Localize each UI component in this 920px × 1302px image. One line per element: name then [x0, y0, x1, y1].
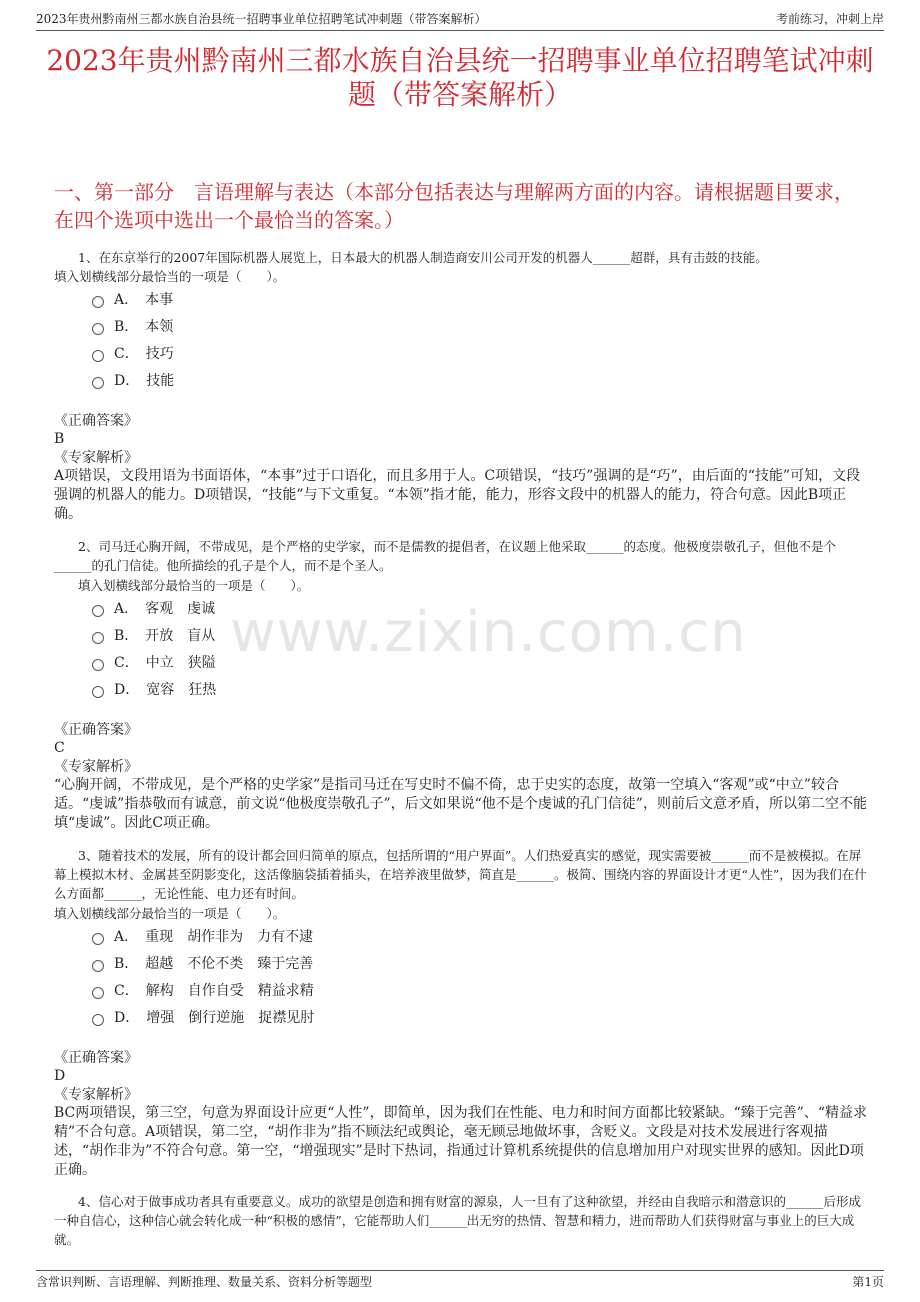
answer-label: 《正确答案》	[54, 1050, 138, 1066]
option[interactable]: C． 中立 狭隘	[92, 648, 216, 675]
option[interactable]: B． 本领	[92, 312, 174, 339]
explanation-label: 《专家解析》	[54, 450, 138, 466]
question-4-text: 4、信心对于做事成功者具有重要意义。成功的欲望是创造和拥有财富的源泉，人一旦有了这种欲望，并经由自我暗示和潜意识的______后形成一种自信心，这种信心就会转化成一种“积极的感情”，它能帮助人们______出无穷的热情、智慧和精力，进而帮助人们获得财富与事业上的巨大成就。	[54, 1194, 861, 1247]
answer-label: 《正确答案》	[54, 413, 138, 429]
answer-value: C	[54, 740, 65, 756]
document-title: 2023年贵州黔南州三都水族自治县统一招聘事业单位招聘笔试冲刺题（带答案解析）	[46, 44, 874, 111]
radio-icon[interactable]	[92, 960, 104, 972]
option[interactable]: B． 超越 不伦不类 臻于完善	[92, 949, 314, 976]
radio-icon[interactable]	[92, 659, 104, 671]
header-doc-title: 2023年贵州黔南州三都水族自治县统一招聘事业单位招聘笔试冲刺题（带答案解析）	[36, 12, 487, 26]
option[interactable]: C． 技巧	[92, 339, 174, 366]
option[interactable]: A． 本事	[92, 285, 174, 312]
radio-icon[interactable]	[92, 686, 104, 698]
question-2-prompt: 填入划横线部分最恰当的一项是（ ）。	[78, 578, 310, 593]
radio-icon[interactable]	[92, 605, 104, 617]
footer-note: 含常识判断、言语理解、判断推理、数量关系、资料分析等题型	[36, 1275, 373, 1289]
option[interactable]: B． 开放 盲从	[92, 621, 216, 648]
radio-icon[interactable]	[92, 1014, 104, 1026]
option[interactable]: A． 客观 虔诚	[92, 594, 216, 621]
radio-icon[interactable]	[92, 323, 104, 335]
question-1-options	[92, 285, 174, 393]
option[interactable]: D． 增强 倒行逆施 捉襟见肘	[92, 1003, 314, 1030]
section-heading: 一、第一部分 言语理解与表达（本部分包括表达与理解两方面的内容。请根据题目要求，在四个选项中选出一个最恰当的答案。）	[54, 180, 854, 232]
option[interactable]: D． 宽容 狂热	[92, 675, 216, 702]
question-2-text: 2、司马迁心胸开阔，不带成见，是个严格的史学家，而不是儒教的提倡者，在议题上他采取______的态度。他极度崇敬孔子，但他不是个______的孔门信徒。他所描绘的孔子是个人，而不是个圣人。	[54, 539, 836, 573]
radio-icon[interactable]	[92, 987, 104, 999]
question-1-text: 1、在东京举行的2007年国际机器人展览上，日本最大的机器人制造商安川公司开发的机器人______超群，具有击鼓的技能。	[78, 250, 768, 265]
explanation-text: A项错误，文段用语为书面语体，“本事”过于口语化，而且多用于人。C项错误，“技巧”强调的是“巧”，由后面的“技能”可知，文段强调的机器人的能力。D项错误，“技能”与下文重复。“本领”指才能，能力，形容文段中的机器人的能力，符合句意。因此B项正确。	[54, 468, 861, 522]
answer-value: B	[54, 431, 65, 447]
explanation-label: 《专家解析》	[54, 1087, 138, 1103]
header-slogan: 考前练习，冲刺上岸	[775, 12, 884, 26]
question-1-prompt: 填入划横线部分最恰当的一项是（ ）。	[54, 269, 286, 284]
page-header	[36, 10, 884, 31]
answer-value: D	[54, 1068, 66, 1084]
page-footer	[36, 1270, 884, 1295]
radio-icon[interactable]	[92, 632, 104, 644]
option[interactable]: C． 解构 自作自受 精益求精	[92, 976, 314, 1003]
radio-icon[interactable]	[92, 933, 104, 945]
radio-icon[interactable]	[92, 350, 104, 362]
answer-label: 《正确答案》	[54, 722, 138, 738]
explanation-label: 《专家解析》	[54, 759, 138, 775]
question-3-options	[92, 922, 314, 1030]
explanation-text: “心胸开阔，不带成见，是个严格的史学家”是指司马迁在写史时不偏不倚，忠于史实的态度，故第一空填入“客观”或“中立”较合适。“虔诚”指恭敬而有诚意，前文说“他极度崇敬孔子”，后文如果说“他不是个虔诚的孔门信徒”，则前后文意矛盾，所以第二空不能填“虔诚”。因此C项正确。	[54, 777, 867, 831]
watermark: www.zixin.com.cn	[230, 600, 747, 665]
question-2-options	[92, 594, 216, 702]
option[interactable]: A． 重现 胡作非为 力有不逮	[92, 922, 314, 949]
explanation-text: BC两项错误，第三空，句意为界面设计应更“人性”，即简单，因为我们在性能、电力和时间方面都比较紧缺。“臻于完善”、“精益求精”不合句意。A项错误，第二空，“胡作非为”指不顾法纪或舆论，毫无顾忌地做坏事，含贬义。文段是对技术发展进行客观描述，“胡作非为”不符合句意。第一空，“增强现实”是时下热词，指通过计算机系统提供的信息增加用户对现实世界的感知。因此D项正确。	[54, 1105, 868, 1178]
option[interactable]: D． 技能	[92, 366, 174, 393]
question-3-prompt: 填入划横线部分最恰当的一项是（ ）。	[54, 906, 286, 921]
radio-icon[interactable]	[92, 377, 104, 389]
page-number: 第1页	[852, 1275, 884, 1289]
question-3-text: 3、随着技术的发展，所有的设计都会回归简单的原点，包括所谓的“用户界面”。人们热爱真实的感觉，现实需要被______而不是被模拟。在屏幕上模拟木材、金属甚至阴影变化，这活像脑袋插着插头，在培养液里做梦，简直是______。极简、围绕内容的界面设计才更“人性”，因为我们在什么方面都______，无论性能、电力还有时间。	[54, 848, 867, 901]
radio-icon[interactable]	[92, 296, 104, 308]
